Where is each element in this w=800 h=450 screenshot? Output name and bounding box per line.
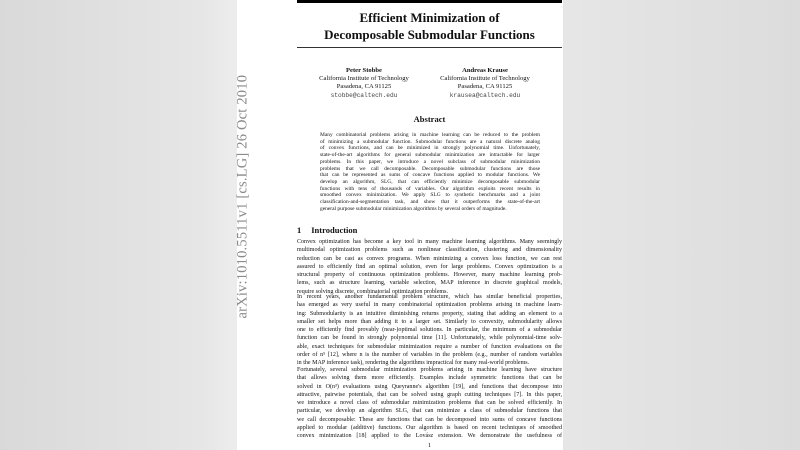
text-line: state-of-the-art algorithms for general submodular minimization are intractable for larger [320, 152, 540, 159]
text-line: ing: Submodularity is an intuitive diminishing returns property, stating that adding an element to a [297, 310, 562, 317]
author-block [420, 67, 550, 100]
text-line: convex minimization [18] applied to the Lovász extension. We demonstrate the usefulness of [297, 433, 562, 440]
text-line: general purpose submodular minimization algorithms by several orders of magnitude. [320, 205, 507, 212]
text-line: multimodal optimization problems such as nonlinear classification, clustering and dimensionality [297, 247, 562, 254]
text-line: structural property of continuous optimization problems. However, many machine learning prob- [297, 272, 562, 279]
text-line: applied to modular (additive) functions. Our algorithm is based on recent techniques of smoothed [297, 425, 562, 432]
text-line: has emerged as very useful in many combinatorial optimization problems arising in machine learn- [297, 302, 562, 309]
author-name: Peter Stobbe [346, 67, 382, 74]
text-line: problems. In this paper, we introduce a novel subclass of submodular minimization [320, 158, 540, 165]
text-line: particular, we develop an algorithm SLG, that can minimize a class of submodular functions that [297, 408, 562, 415]
author-affiliation: California Institute of Technology [319, 75, 409, 83]
arxiv-watermark: arXiv:1010.5511v1 [cs.LG] 26 Oct 2010 [234, 74, 251, 319]
text-line: we call decomposable: These are functions that can be decomposed into sums of concave functions [297, 416, 562, 423]
text-line: able, exact techniques for submodular minimization require a number of function evaluations on the [297, 343, 562, 350]
text-line: Many combinatorial problems arising in machine learning can be reduced to the problem [320, 132, 540, 138]
title-top-rule [297, 0, 562, 3]
text-line: one to efficiently find provably (near-)optimal solutions. In particular, the minimum of a submodular [297, 327, 562, 334]
author-affiliation: California Institute of Technology [440, 75, 530, 83]
pdf-page [234, 0, 563, 450]
text-line: smoothed convex minimization. We apply SLG to synthetic benchmarks and a joint [320, 192, 540, 199]
text-line: of minimizing a submodular function. Submodular functions are a natural discrete analog [320, 138, 540, 145]
text-line: lems, such as structure learning, variable selection, MAP inference in discrete graphical models, [297, 280, 562, 287]
section-number: 1 [297, 225, 302, 235]
text-line: function can be found in strongly polynomial time [11]. Unfortunately, while polynomial-time solv- [297, 335, 562, 342]
text-line: reduction can be cast as convex programs. When minimizing a convex loss function, we can rest [297, 255, 562, 262]
paper-title-line-2: Decomposable Submodular Functions [324, 27, 535, 42]
paper-title-line-1: Efficient Minimization of [359, 10, 500, 25]
text-line: Convex optimization has become a key tool in many machine learning algorithms. Many seemingly [297, 239, 562, 245]
intro-paragraph-1 [297, 238, 562, 296]
abstract-heading: Abstract [413, 114, 446, 124]
author-block [299, 67, 429, 100]
author-address: Pasadena, CA 91125 [336, 83, 392, 91]
text-line: assured to efficiently find an optimal solution, even for large problems. Convex optimization is a [297, 263, 562, 270]
section-heading [297, 225, 357, 235]
section-title: Introduction [311, 225, 358, 235]
text-line: problems that we call decomposable. Decomposable submodular functions are those [320, 165, 540, 172]
text-line: we introduce a novel class of submodular minimization problems that can be solved efficiently. In [297, 400, 562, 407]
intro-paragraph-2 [297, 293, 562, 368]
author-address: Pasadena, CA 91125 [457, 83, 513, 91]
text-line: smaller set helps more than adding it to a larger set. Similarly to convexity, submodularity allows [297, 318, 562, 325]
author-name: Andreas Krause [462, 67, 508, 74]
text-line: require solving discrete, combinatorial optimization problems. [297, 288, 448, 295]
text-line: in the MAP inference task), rendering the algorithms impractical for many real-world problems. [297, 360, 530, 367]
text-line: In recent years, another fundamental problem structure, which has similar beneficial properties, [297, 294, 562, 300]
page-number: 1 [427, 442, 432, 449]
text-line: functions with tens of thousands of variables. Our algorithm exploits recent results in [320, 185, 540, 192]
text-line: solved in O(n³) evaluations using Queyranne's algorithm [19], and functions that decompose into [297, 383, 562, 390]
author-email[interactable]: stobbe@caltech.edu [330, 91, 398, 99]
text-line: that allows solving them more efficiently. Examples include symmetric functions that can be [297, 375, 562, 382]
author-email[interactable]: krausea@caltech.edu [449, 91, 521, 99]
abstract-body [320, 132, 540, 212]
text-line: of convex functions, and can be minimized in strongly polynomial time. Unfortunately, [320, 145, 540, 152]
text-line: develop an algorithm, SLG, that can efficiently minimize decomposable submodular [320, 178, 540, 185]
text-line: attractive, pairwise potentials, that can be solved using graph cutting techniques [7]. In this paper, [297, 391, 562, 398]
text-line: order of n⁵ [12], where n is the number of variables in the problem (e.g., number of random variables [297, 352, 562, 359]
text-line: that can be represented as sums of concave functions applied to modular functions. We [320, 172, 540, 179]
text-line: classification-and-segmentation task, and show that it outperforms the state-of-the-art [320, 199, 540, 206]
intro-paragraph-3 [297, 366, 562, 441]
title-bottom-rule [297, 47, 562, 48]
text-line: Fortunately, several submodular minimization problems arising in machine learning have structure [297, 367, 562, 373]
